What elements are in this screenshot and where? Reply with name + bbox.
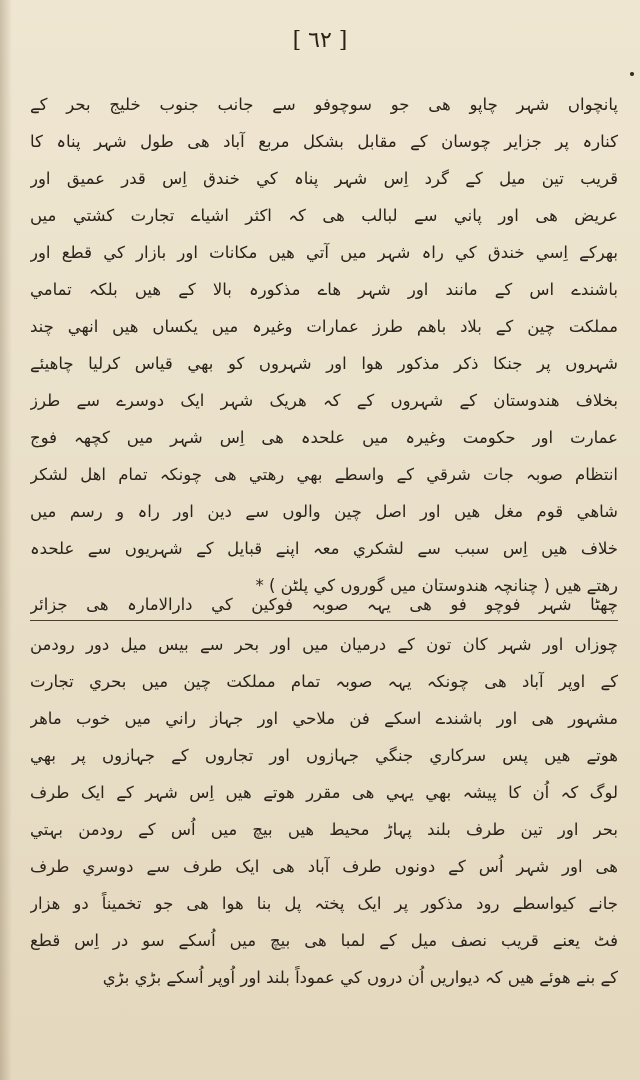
text-line: باشندے اس کے مانند اور شہر ھاے مذکورہ بالا کے ھیں بلکہ تمامي: [30, 280, 618, 299]
text-line: خلاف ھیں اِس سبب سے لشکري معہ اپنے قبایل کے شہریوں سے علحدہ: [30, 539, 618, 558]
paragraph-1: [30, 86, 618, 604]
text-line: مملکت چین کے بلاد باھم طرز عمارات وغیرہ میں یکساں ھیں انھي چند: [30, 317, 618, 336]
ink-speck: [630, 72, 634, 76]
text-line: ھوتے ھیں پس سرکاري جنگي جہازوں اور تجاروں کے جہازوں پر بھي: [30, 746, 618, 765]
text-line: قریب تین میل کے گرد اِس شہر پناہ کي خندق اِس قدر عمیق اور: [30, 169, 618, 188]
text-line: کے اوپر آباد ھی چونکہ یہہ صوبہ تمام مملکت چین میں بحري تجارت: [30, 672, 618, 691]
paragraph-2: [30, 586, 618, 623]
text-line: بحر اور تین طرف بلند پہاڑ محیط ھیں بیچ میں اُس کے رودمن بہتي: [30, 820, 618, 839]
text-line: بھرکے اِسي خندق کي راہ شہر میں آتي ھیں مکانات اور بازار کي قطع اور: [30, 243, 618, 262]
text-line: رھتے ھیں ( چنانچہ ھندوستان میں گوروں کي پلٹن ) *: [255, 576, 618, 595]
text-line: ھی اور شہر اُس کے دونوں طرف آباد ھی ایک طرف سے دوسري طرف: [30, 857, 618, 876]
text-line: چوزاں اور شہر کان تون کے درمیان میں اور بحر سے بیس میل دور رودمن: [30, 635, 618, 654]
text-line: عریض ھی اور پاني سے لبالب ھی کہ اکثر اشیاے تجارت کشتي میں: [30, 206, 618, 225]
paragraph-3: [30, 626, 618, 996]
text-line: لوگ کہ اُن کا پیشہ بھي یہي ھی مقرر ھوتے ھیں اِس شہر کے ایک طرف: [30, 783, 618, 802]
section-rule: [30, 620, 618, 621]
text-line: بخلاف ھندوستان کے شہروں کے کہ ھریک شہر ایک دوسرے سے طرز: [30, 391, 618, 410]
text-line: مشہور ھی اور باشندے اسکے فن ملاحي اور جہاز راني میں خوب ماھر: [30, 709, 618, 728]
page-gutter-shadow: [0, 0, 12, 1080]
text-line: شاھي قوم مغل ھیں اور اصل چین والوں سے دین اور راہ و رسم میں: [30, 502, 618, 521]
text-line: پانچواں شہر چاپو ھی جو سوچوفو سے جانب جنوب خلیج بحر کے: [30, 95, 618, 114]
text-line: چھٹا شہر فوچو فو ھی یہہ صوبہ فوکین کي دارالامارہ ھی جزائر: [30, 595, 618, 614]
text-line: شہروں پر جنکا ذکر مذکور ھوا اور شہروں کو بھي قیاس کرلیا چاھیئے: [30, 354, 618, 373]
text-line: جانے کیواسطے رود مذکور پر ایک پختہ پل بنا ھوا ھی جو تخمیناً دو ھزار: [30, 894, 618, 913]
page-number-header: [ ٦٢ ]: [292, 28, 348, 53]
text-line: انتظام صوبہ جات شرقي کے واسطے بھي رھتي ھی چونکہ تمام اھل لشکر: [30, 465, 618, 484]
text-line: کے بنے ھوئے ھیں کہ دیواریں اُن دروں کي عموداً بلند اور اُوپر اُسکے بڑي بڑي: [102, 968, 618, 987]
text-line: کنارہ پر جزایر چوسان کے مقابل بشکل مربع آباد ھی طول شہر پناہ کا: [30, 132, 618, 151]
text-line: فٹ یعنے قریب نصف میل کے لمبا ھی بیچ میں اُسکے سو در اِس قطع: [30, 931, 618, 950]
text-line: عمارت اور حکومت وغیرہ میں علحدہ ھی اِس شہر میں کچھہ فوج: [30, 428, 618, 447]
